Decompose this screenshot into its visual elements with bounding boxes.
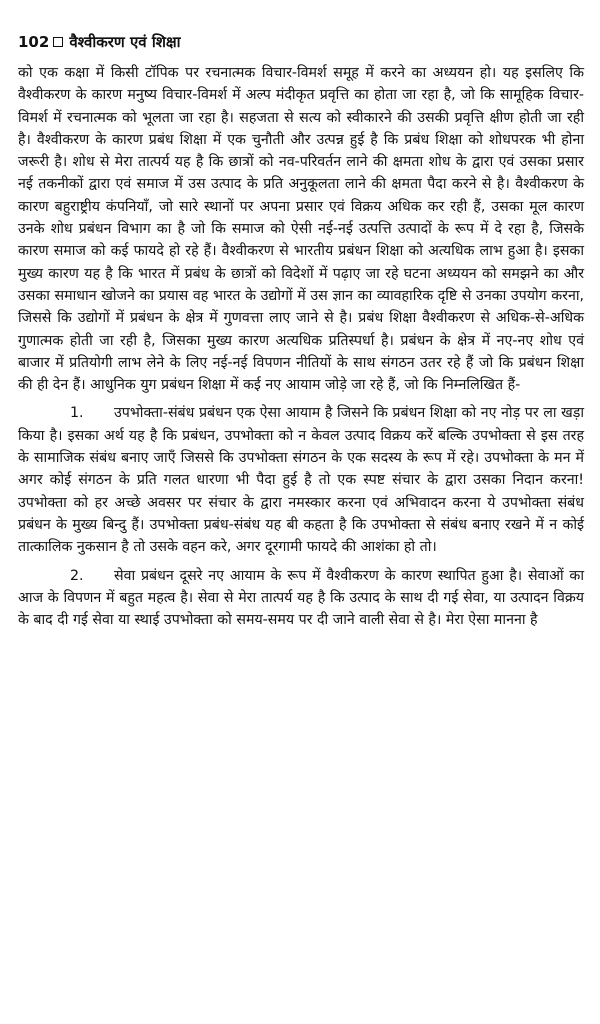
list-item-2 [18, 565, 584, 632]
page-number: 102 [18, 33, 50, 51]
paragraph: को एक कक्षा में किसी टॉपिक पर रचनात्मक विचार-विमर्श समूह में करने का अध्ययन हो। यह इसलिए कि वैश्वीकरण के कारण मनुष्य विचार-विमर्श में अल्प मंदीकृत प्रवृत्ति का होता जा रहा है, जो कि सामूहिक विचार-विमर्श में रचनात्मक को भूलता जा रहा है। सहजता से सत्य को स्वीकारने की उसकी प्रवृत्ति क्षीण होती जा रही है। वैश्वीकरण के कारण प्रबंध शिक्षा में एक चुनौती और उत्पन्न हुई है कि प्रबंध शिक्षा को शोधपरक भी होना जरूरी है। शोध से मेरा तात्पर्य यह है कि छात्रों को नव-परिवर्तन लाने की क्षमता शोध के द्वारा एवं उसका प्रसार नई तकनीकों द्वारा एवं समाज में उस उत्पाद के प्रति अनुकूलता लाने की क्षमता पैदा करने से है। वैश्वीकरण के कारण बहुराष्ट्रीय कंपनियाँ, जो सारे स्थानों पर अपना प्रसार एवं विक्रय अधिक कर रही हैं, उसका मूल कारण उनके शोध प्रबंधन विभाग का है जो कि समाज को ऐसी नई-नई उत्पत्ति उत्पादों के रूप में दे रहा है, जिसके कारण समाज को कई फायदे हो रहे हैं। वैश्वीकरण से भारतीय प्रबंधन शिक्षा को अत्यधिक लाभ हुआ है। इसका मुख्य कारण यह है कि भारत में प्रबंध के छात्रों को विदेशों में पढ़ाए जा रहे घटना अध्ययन को समझने का और उसका समाधान खोजने का प्रयास वह भारत के उद्योगों में उस ज्ञान का व्यावहारिक दृष्टि से उनका उपयोग करना, जिससे कि उद्योगों में प्रबंधन के क्षेत्र में गुणवत्ता लाए जाने से है। प्रबंध शिक्षा वैश्वीकरण से अधिक-से-अधिक गुणात्मक होती जा रही है, जिसका मुख्य कारण अत्यधिक प्रतिस्पर्धा है। प्रबंधन के क्षेत्र में नए-नए शोध एवं बाजार में प्रतियोगी लाभ लेने के लिए नई-नई विपणन नीतियों के साथ संगठन उतर रहे हैं जो कि प्रबंधन शिक्षा की ही देन हैं। आधुनिक युग प्रबंधन शिक्षा में कई नए आयाम जोड़े जा रहे हैं, जो कि निम्नलिखित हैं- [18, 65, 584, 394]
item-text: उपभोक्ता-संबंध प्रबंधन एक ऐसा आयाम है जिसने कि प्रबंधन शिक्षा को नए नोड़ पर ला खड़ा किया है। इसका अर्थ यह है कि प्रबंधन, उपभोक्ता को न केवल उत्पाद विक्रय करें बल्कि उपभोक्ता से इस तरह के सामाजिक संबंध बनाए जाएँ जिससे कि उपभोक्ता संगठन के एक सदस्य के रूप में रहे। उपभोक्ता के मन में अगर कोई संगठन के प्रति गलत धारणा भी पैदा हुई है तो एक स्पष्ट संचार के द्वारा उसका निदान करना! उपभोक्ता को हर अच्छे अवसर पर संचार के द्वारा नमस्कार करना एवं अभिवादन करना ये उपभोक्ता संबंध प्रबंधन के मुख्य बिन्दु हैं। उपभोक्ता प्रबंध-संबंध यह बी कहता है कि उपभोक्ता से संबंध बनाए रखने में न कोई तात्कालिक नुकसान है तो उसके वहन करे, अगर दूरगामी फायदे की आशंका हो तो। [18, 405, 584, 556]
book-page [18, 32, 584, 631]
running-header [18, 32, 584, 52]
square-box-icon [53, 37, 63, 47]
item-number: 2. [70, 567, 84, 584]
item-number: 1. [70, 405, 84, 422]
item-text: सेवा प्रबंधन दूसरे नए आयाम के रूप में वैश्वीकरण के कारण स्थापित हुआ है। सेवाओं का आज के विपणन में बहुत महत्व है। सेवा से मेरा तात्पर्य यह है कि उत्पाद के साथ दी गई सेवा, या उत्पादन विक्रय के बाद दी गई सेवा या स्थाई उपभोक्ता को समय-समय पर दी जाने वाली सेवा से है। मेरा ऐसा मानना है [18, 567, 584, 629]
list-item-1 [18, 402, 584, 558]
chapter-title: वैश्वीकरण एवं शिक्षा [69, 33, 181, 51]
